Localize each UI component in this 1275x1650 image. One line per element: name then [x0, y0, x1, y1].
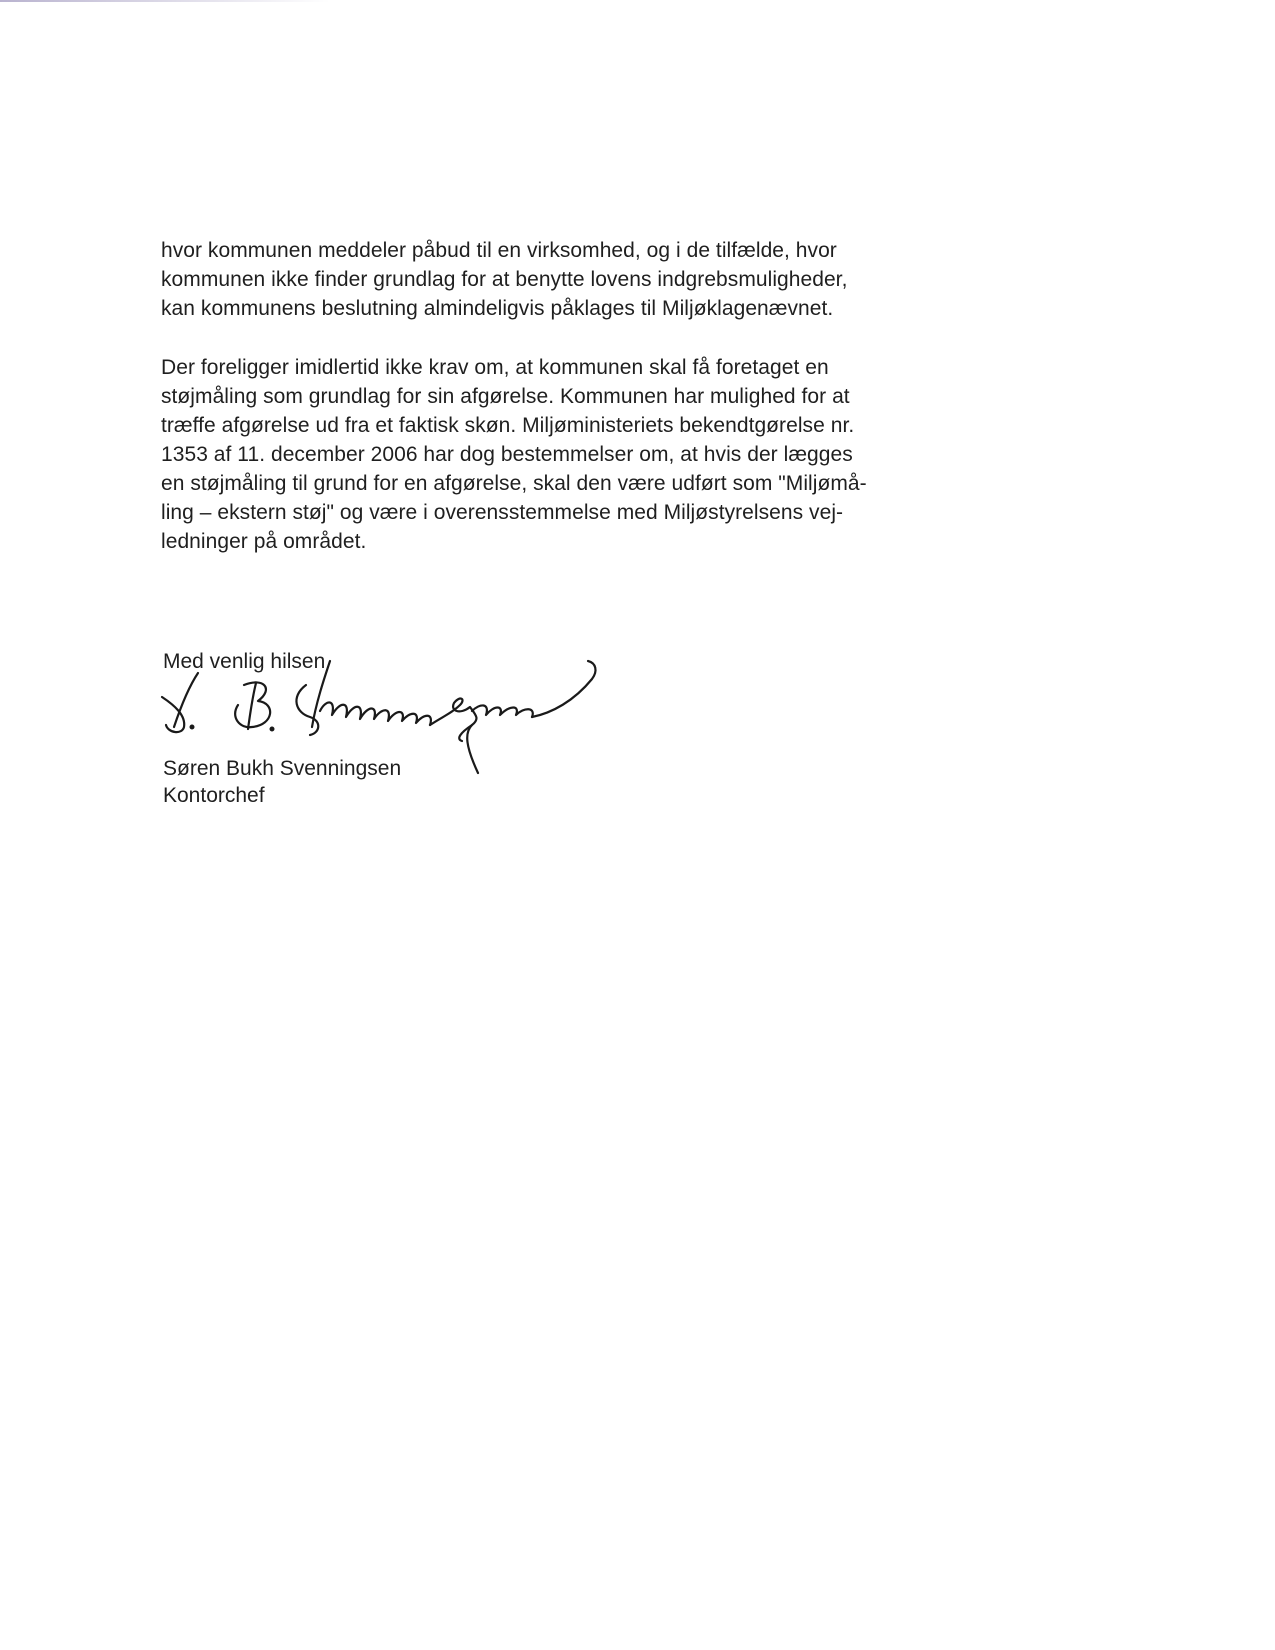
paragraph-line: træffe afgørelse ud fra et faktisk skøn. Miljøministeriets bekendtgørelse nr. — [161, 414, 855, 437]
paragraph-line: kommunen ikke finder grundlag for at benytte lovens indgrebsmuligheder, — [161, 268, 848, 291]
signer-title: Kontorchef — [163, 784, 265, 807]
body-paragraph-2 — [161, 353, 961, 556]
body-paragraph-1 — [161, 236, 961, 323]
paragraph-line: hvor kommunen meddeler påbud til en virksomhed, og i de tilfælde, hvor — [161, 239, 837, 262]
paragraph-line: ledninger på området. — [161, 530, 367, 553]
paragraph-line: en støjmåling til grund for en afgørelse, skal den være udført som "Miljømå- — [161, 472, 867, 495]
paragraph-line: støjmåling som grundlag for sin afgørelse. Kommunen har mulighed for at — [161, 385, 850, 408]
closing-salutation: Med venlig hilsen — [163, 650, 326, 673]
paragraph-line: 1353 af 11. december 2006 har dog bestemmelser om, at hvis der lægges — [161, 443, 853, 466]
scan-edge — [0, 0, 330, 2]
paragraph-line: Der foreligger imidlertid ikke krav om, at kommunen skal få foretaget en — [161, 356, 829, 379]
paragraph-line: ling – ekstern støj" og være i overensstemmelse med Miljøstyrelsens vej- — [161, 501, 844, 524]
signer-name: Søren Bukh Svenningsen — [163, 757, 402, 780]
paragraph-line: kan kommunens beslutning almindeligvis påklages til Miljøklagenævnet. — [161, 297, 834, 320]
